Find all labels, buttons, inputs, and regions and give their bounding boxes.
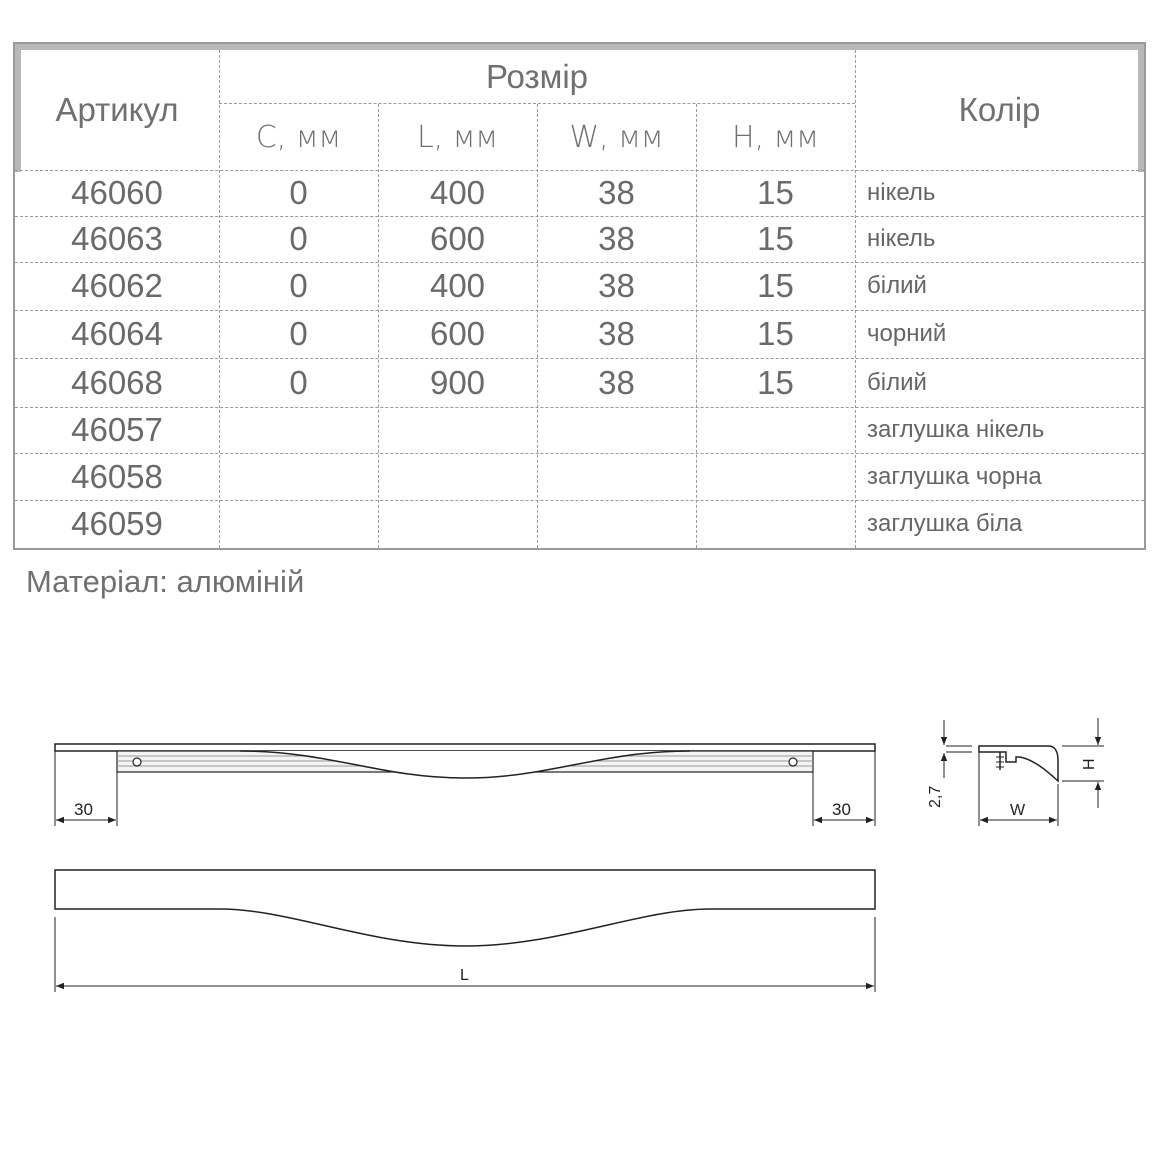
dimension-length: L bbox=[460, 967, 469, 984]
l-cell: 900 bbox=[429, 363, 486, 401]
article-cell: 46062 bbox=[71, 267, 163, 304]
l-cell: 400 bbox=[429, 267, 486, 304]
h-cell: 15 bbox=[757, 267, 794, 304]
l-cell: 600 bbox=[429, 315, 486, 352]
c-cell: 0 bbox=[289, 267, 308, 304]
article-cell: 46057 bbox=[71, 411, 163, 448]
dimension-left: 30 bbox=[74, 800, 93, 819]
header-c: С, мм bbox=[255, 119, 342, 155]
article-cell: 46059 bbox=[71, 505, 163, 542]
h-cell: 15 bbox=[757, 315, 794, 352]
color-cell: білий bbox=[867, 272, 927, 299]
header-color: Колір bbox=[958, 91, 1041, 128]
header-l: L, мм bbox=[416, 119, 499, 155]
c-cell: 0 bbox=[289, 174, 308, 211]
l-cell: 400 bbox=[429, 174, 486, 211]
screw-hole bbox=[789, 758, 797, 766]
l-cell: 600 bbox=[429, 220, 486, 257]
w-cell: 38 bbox=[598, 220, 635, 257]
top-view bbox=[55, 744, 875, 826]
screw-hole bbox=[133, 758, 141, 766]
color-cell: заглушка чорна bbox=[867, 462, 1042, 490]
article-cell: 46060 bbox=[71, 174, 163, 211]
w-cell: 38 bbox=[598, 315, 635, 352]
color-cell: нікель bbox=[867, 225, 936, 252]
h-cell: 15 bbox=[757, 363, 794, 401]
dimension-width: W bbox=[1010, 802, 1026, 819]
h-cell: 15 bbox=[757, 174, 794, 211]
dimension-height: H bbox=[1081, 758, 1098, 770]
article-cell: 46063 bbox=[71, 220, 163, 257]
profile-section bbox=[979, 746, 1058, 781]
header-w: W, мм bbox=[569, 119, 664, 155]
c-cell: 0 bbox=[289, 220, 308, 257]
color-cell: білий bbox=[867, 368, 927, 396]
article-cell: 46064 bbox=[71, 315, 163, 352]
h-cell: 15 bbox=[757, 220, 794, 257]
color-cell: нікель bbox=[867, 179, 936, 206]
header-size: Розмір bbox=[485, 58, 589, 95]
w-cell: 38 bbox=[598, 174, 635, 211]
c-cell: 0 bbox=[289, 363, 308, 401]
header-article: Артикул bbox=[55, 91, 179, 128]
color-cell: заглушка нікель bbox=[867, 416, 1045, 443]
header-h: H, мм bbox=[732, 119, 819, 155]
article-cell: 46058 bbox=[71, 457, 163, 495]
dimension-right: 30 bbox=[832, 800, 851, 819]
color-cell: заглушка біла bbox=[867, 510, 1023, 537]
w-cell: 38 bbox=[598, 267, 635, 304]
handle-front bbox=[55, 870, 875, 946]
handle-top-plate bbox=[55, 744, 875, 751]
dimension-thickness: 2,7 bbox=[927, 785, 944, 808]
material-note: Матеріал: алюміній bbox=[26, 564, 305, 599]
c-cell: 0 bbox=[289, 315, 308, 352]
color-cell: чорний bbox=[867, 320, 947, 347]
article-cell: 46068 bbox=[71, 363, 163, 401]
w-cell: 38 bbox=[598, 363, 635, 401]
